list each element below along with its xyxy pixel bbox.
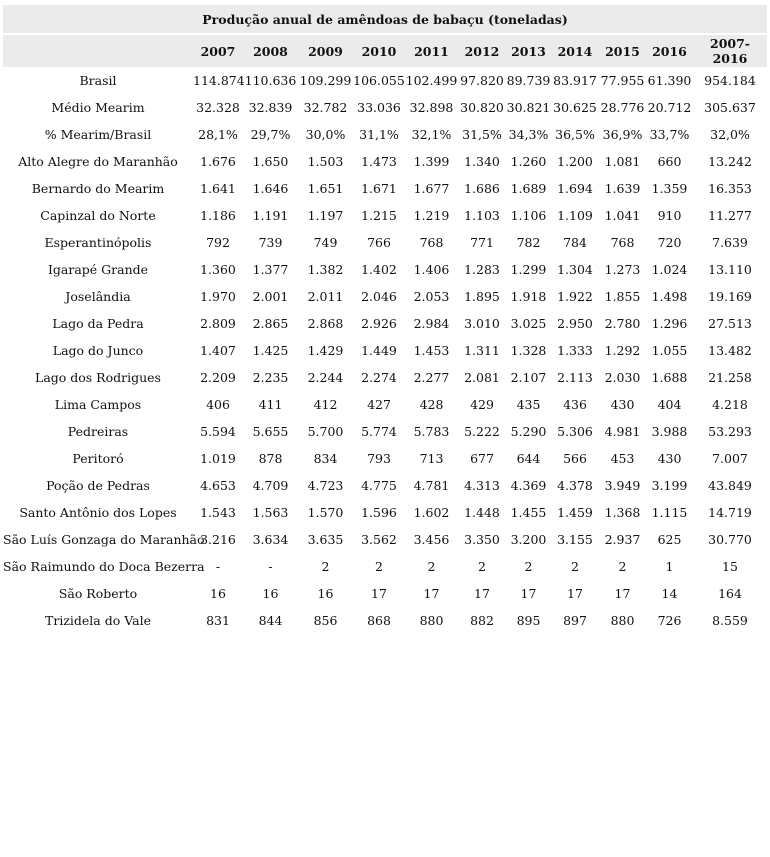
table-cell: 1.543 [200,505,236,520]
row-label: Médio Mearim [51,100,145,115]
table-cell: 856 [313,613,338,628]
table-cell: 3.199 [651,478,688,493]
table-cell: 3.350 [464,532,500,547]
table-row [3,175,767,202]
table-cell: 749 [313,235,338,250]
table-cell: 13.482 [708,343,752,358]
table-cell: 4.653 [200,478,236,493]
table-cell: 1.855 [604,289,641,304]
table-cell: 30.625 [553,100,597,115]
table-cell: 89.739 [506,73,551,88]
table-cell: 32.782 [303,100,348,115]
table-cell: 305.637 [704,100,756,115]
table-cell: 30.820 [460,100,504,115]
table-cell: 1.215 [361,208,397,223]
table-cell: 1.918 [510,289,547,304]
table-cell: 3.988 [651,424,688,439]
table-cell: 1.922 [557,289,593,304]
table-cell: 17 [423,586,440,601]
table-row [3,472,767,499]
table-cell: 2.809 [200,316,236,331]
table-cell: 61.390 [647,73,692,88]
table-cell: 739 [258,235,283,250]
row-label: São Luís Gonzaga do Maranhão [3,532,205,547]
table-cell: 15 [722,559,738,574]
table-cell: 36,5% [555,127,595,142]
table-cell: 1.688 [651,370,688,385]
table-cell: 435 [516,397,541,412]
table-cell: 5.774 [361,424,397,439]
table-cell: 954.184 [704,73,756,88]
row-label: Lima Campos [54,397,142,412]
table-cell: 4.781 [413,478,450,493]
table-cell: 782 [516,235,541,250]
table-row [3,526,767,553]
row-label: Poção de Pedras [46,478,150,493]
table-cell: 36,9% [602,127,643,142]
table-cell: 1.677 [413,181,450,196]
table-cell: 1.340 [464,154,500,169]
table-cell: 1.103 [464,208,500,223]
table-cell: 2.926 [361,316,397,331]
table-cell: 1.651 [307,181,344,196]
table-row [3,580,767,607]
table-cell: 32.898 [409,100,454,115]
table-cell: 404 [657,397,682,412]
table-cell: 7.007 [712,451,748,466]
table-cell: 1.402 [361,262,397,277]
table-cell: 28,1% [198,127,238,142]
table-cell: 114.874 [193,73,245,88]
table-cell: 110.636 [244,73,297,88]
table-cell: 429 [470,397,494,412]
table-cell: 19.169 [708,289,752,304]
table-cell: 831 [206,613,230,628]
table-cell: 5.700 [307,424,344,439]
table-cell: 2.081 [464,370,500,385]
table-cell: 1.596 [361,505,397,520]
table-cell: 1.296 [651,316,688,331]
table-cell: 1.406 [413,262,450,277]
table-cell: 17 [371,586,387,601]
table-cell: 566 [563,451,587,466]
header-cell-2007-2016: 2007-2016 [693,35,767,67]
table-cell: 2.046 [361,289,397,304]
table-cell: 11.277 [708,208,752,223]
table-cell: 17 [474,586,490,601]
table-cell: 1.055 [651,343,688,358]
row-label: Peritoró [72,451,124,466]
table-cell: 1.429 [307,343,344,358]
row-label: Brasil [79,73,117,88]
row-label: Capinzal do Norte [40,208,156,223]
table-cell: 13.110 [708,262,752,277]
table-cell: 1.570 [307,505,344,520]
table-cell: 7.639 [712,235,748,250]
row-label: São Roberto [58,586,138,601]
table-row [3,337,767,364]
table-cell: 16.353 [708,181,752,196]
table-cell: 16 [262,586,279,601]
table-cell: 4.369 [510,478,547,493]
table-cell: 2.868 [307,316,344,331]
table-title: Produção anual de amêndoas de babaçu (toneladas) [3,5,767,33]
table-cell: 1 [665,559,674,574]
table-cell: 1.646 [252,181,289,196]
table-cell: 792 [206,235,230,250]
table-cell: 1.689 [510,181,547,196]
table-cell: 4.313 [464,478,500,493]
table-cell: 878 [258,451,283,466]
table-cell: 1.219 [413,208,450,223]
table-cell: 1.563 [252,505,289,520]
table-cell: 2.937 [604,532,641,547]
table-cell: 453 [610,451,635,466]
row-label: Igarapé Grande [47,262,149,277]
table-row [3,445,767,472]
table-row [3,202,767,229]
table-cell: 2.780 [604,316,641,331]
table-row [3,148,767,175]
table-cell: 406 [206,397,230,412]
table-cell: 1.311 [464,343,500,358]
table-cell: 27.513 [708,316,752,331]
table-cell: 1.191 [252,208,289,223]
table-cell: 1.186 [200,208,236,223]
table-cell: 1.459 [557,505,593,520]
table-cell: 1.650 [252,154,289,169]
table-cell: 17 [520,586,537,601]
table-cell: 1.686 [464,181,500,196]
table-cell: 1.377 [252,262,289,277]
table-container [3,5,767,634]
table-cell: - [215,559,221,574]
table-cell: 1.360 [200,262,236,277]
table-cell: 1.382 [307,262,344,277]
table-cell: 660 [657,154,682,169]
table-cell: 2.865 [252,316,289,331]
table-cell: 436 [563,397,587,412]
table-cell: 2.244 [307,370,344,385]
table-cell: 2.107 [510,370,547,385]
table-cell: 1.197 [307,208,344,223]
table-cell: 1.694 [557,181,593,196]
table-cell: 1.115 [651,505,688,520]
table-cell: 28.776 [600,100,645,115]
table-cell: 29,7% [250,127,291,142]
table-cell: 30.770 [708,532,752,547]
table-cell: 2 [524,559,533,574]
table-cell: 793 [367,451,391,466]
table-cell: 768 [419,235,444,250]
table-cell: 2.209 [200,370,236,385]
table-cell: 1.019 [200,451,236,466]
table-cell: 3.562 [361,532,397,547]
header-cell-2009: 2009 [298,35,353,67]
row-label: % Mearim/Brasil [44,127,152,142]
table-cell: 2.235 [252,370,289,385]
table-row [3,67,767,94]
table-row [3,607,767,634]
table-cell: 164 [718,586,742,601]
table-cell: 2.277 [413,370,450,385]
table-cell: 4.378 [557,478,593,493]
table-cell: 17 [567,586,583,601]
header-cell-2010: 2010 [353,35,405,67]
header-cell-2015: 2015 [599,35,646,67]
table-cell: 30,0% [305,127,346,142]
table-cell: 771 [470,235,494,250]
row-label: Lago dos Rodrigues [35,370,161,385]
table-row [3,391,767,418]
table-cell: - [268,559,273,574]
table-cell: 1.283 [464,262,500,277]
row-label: Esperantinópolis [44,235,152,250]
row-label: Joselândia [65,289,131,304]
table-row [3,418,767,445]
title-row [3,5,767,33]
table-cell: 3.155 [557,532,593,547]
table-cell: 1.641 [200,181,236,196]
row-label: Trizidela do Vale [45,613,151,628]
table-cell: 412 [313,397,338,412]
table-cell: 2 [571,559,579,574]
table-cell: 895 [516,613,541,628]
table-cell: 3.216 [200,532,236,547]
table-cell: 33,7% [649,127,690,142]
table-cell: 625 [657,532,682,547]
header-cell-2011: 2011 [405,35,458,67]
table-cell: 31,1% [359,127,399,142]
table-cell: 3.200 [510,532,547,547]
table-cell: 2 [321,559,330,574]
table-cell: 106.055 [353,73,405,88]
table-cell: 844 [258,613,283,628]
table-cell: 897 [563,613,587,628]
table-cell: 1.407 [200,343,236,358]
table-cell: 4.981 [604,424,641,439]
table-cell: 5.594 [200,424,236,439]
table-cell: 1.602 [413,505,450,520]
table-cell: 3.456 [413,532,450,547]
table-cell: 720 [657,235,682,250]
table-cell: 32.328 [196,100,240,115]
table-row [3,283,767,310]
table-cell: 4.218 [712,397,748,412]
table-cell: 1.292 [604,343,641,358]
table-cell: 13.242 [708,154,752,169]
table-cell: 868 [367,613,391,628]
header-cell-2008: 2008 [243,35,298,67]
table-cell: 784 [563,235,587,250]
table-cell: 1.273 [604,262,641,277]
table-cell: 102.499 [405,73,458,88]
header-row [3,35,767,67]
table-cell: 1.024 [651,262,688,277]
table-cell: 1.970 [200,289,236,304]
table-cell: 5.306 [557,424,593,439]
table-cell: 1.448 [464,505,500,520]
table-cell: 677 [470,451,494,466]
table-cell: 1.639 [604,181,641,196]
table-cell: 644 [516,451,541,466]
table-cell: 1.359 [651,181,688,196]
table-cell: 1.041 [604,208,641,223]
table-cell: 1.109 [557,208,593,223]
table-cell: 4.709 [252,478,289,493]
table-cell: 3.025 [510,316,547,331]
table-cell: 5.783 [413,424,450,439]
table-cell: 768 [610,235,635,250]
table-cell: 3.010 [464,316,500,331]
table-cell: 53.293 [708,424,752,439]
table-cell: 32,1% [411,127,452,142]
table-cell: 1.260 [510,154,547,169]
table-cell: 427 [367,397,391,412]
table-row [3,499,767,526]
table-cell: 83.917 [553,73,597,88]
table-row [3,310,767,337]
table-cell: 3.634 [252,532,289,547]
table-cell: 17 [614,586,631,601]
header-cell-2012: 2012 [458,35,506,67]
table-cell: 430 [657,451,682,466]
table-cell: 21.258 [708,370,752,385]
table-cell: 16 [210,586,226,601]
table-cell: 2.113 [557,370,593,385]
production-table [3,5,767,634]
header-cell-2007: 2007 [193,35,243,67]
table-cell: 31,5% [462,127,502,142]
table-cell: 32,0% [710,127,750,142]
row-label: Santo Antônio dos Lopes [19,505,177,520]
table-cell: 32.839 [248,100,293,115]
row-label: Bernardo do Mearim [31,181,165,196]
table-cell: 411 [258,397,283,412]
row-label: Pedreiras [67,424,129,439]
header-cell-2013: 2013 [506,35,551,67]
table-row [3,256,767,283]
table-cell: 30.821 [506,100,551,115]
table-cell: 14 [661,586,678,601]
table-cell: 2 [618,559,627,574]
table-cell: 882 [470,613,494,628]
table-cell: 97.820 [460,73,504,88]
table-cell: 1.503 [307,154,344,169]
table-cell: 5.655 [252,424,289,439]
table-row [3,364,767,391]
table-cell: 1.453 [413,343,450,358]
table-row [3,229,767,256]
table-row [3,121,767,148]
table-cell: 428 [419,397,444,412]
table-cell: 77.955 [600,73,645,88]
table-cell: 430 [610,397,635,412]
table-cell: 1.473 [361,154,397,169]
table-cell: 20.712 [647,100,692,115]
table-cell: 2.030 [604,370,641,385]
table-cell: 713 [419,451,444,466]
table-cell: 1.399 [413,154,450,169]
table-cell: 1.676 [200,154,236,169]
table-cell: 2.001 [252,289,289,304]
table-cell: 1.455 [510,505,547,520]
row-label: Lago da Pedra [52,316,144,331]
table-cell: 1.328 [510,343,547,358]
table-cell: 1.081 [604,154,641,169]
table-cell: 2.984 [413,316,450,331]
table-cell: 2 [478,559,486,574]
table-cell: 5.290 [510,424,547,439]
table-cell: 880 [610,613,635,628]
table-cell: 2.274 [361,370,397,385]
table-cell: 2.950 [557,316,593,331]
table-cell: 1.304 [557,262,593,277]
table-cell: 1.106 [510,208,547,223]
table-cell: 2.011 [307,289,344,304]
table-cell: 4.723 [307,478,344,493]
table-cell: 1.333 [557,343,593,358]
table-cell: 3.635 [307,532,344,547]
table-cell: 109.299 [299,73,352,88]
table-cell: 1.299 [510,262,547,277]
table-cell: 766 [367,235,391,250]
table-cell: 1.449 [361,343,397,358]
table-cell: 8.559 [712,613,748,628]
table-cell: 1.200 [557,154,593,169]
table-cell: 4.775 [361,478,397,493]
table-cell: 1.895 [464,289,500,304]
table-cell: 34,3% [508,127,549,142]
table-cell: 14.719 [708,505,752,520]
table-cell: 1.368 [604,505,641,520]
table-cell: 2 [375,559,383,574]
table-cell: 16 [317,586,334,601]
table-row [3,553,767,580]
table-cell: 910 [657,208,682,223]
row-label: São Raimundo do Doca Bezerra [3,559,205,574]
table-cell: 43.849 [708,478,752,493]
table-cell: 1.425 [252,343,289,358]
table-cell: 2 [427,559,436,574]
table-cell: 1.671 [361,181,397,196]
header-cell-2014: 2014 [551,35,599,67]
table-cell: 2.053 [413,289,450,304]
table-cell: 880 [419,613,444,628]
table-cell: 33.036 [357,100,401,115]
table-cell: 5.222 [464,424,500,439]
table-body [3,67,767,634]
table-cell: 726 [657,613,682,628]
header-cell-2016: 2016 [646,35,693,67]
table-cell: 3.949 [604,478,641,493]
header-cell-name [3,35,193,67]
row-label: Alto Alegre do Maranhão [18,154,178,169]
row-label: Lago do Junco [52,343,144,358]
table-cell: 834 [313,451,338,466]
table-row [3,94,767,121]
table-cell: 1.498 [651,289,688,304]
